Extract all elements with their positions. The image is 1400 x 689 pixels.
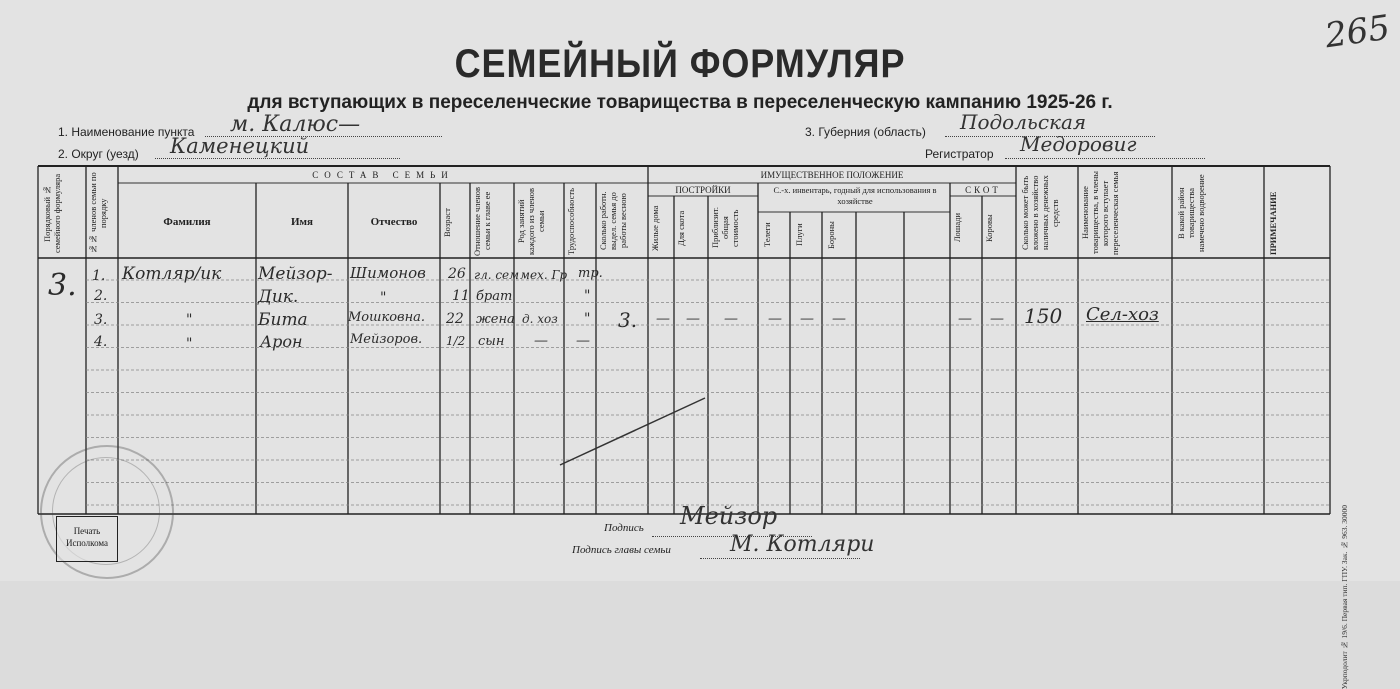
property-group-header: ИМУЩЕСТВЕННОЕ ПОЛОЖЕНИЕ [760, 170, 904, 180]
capacity: тр. [578, 266, 603, 281]
patronymic: Шимонов [350, 264, 426, 282]
workers-value: 3. [618, 308, 638, 332]
relation: жена [476, 312, 515, 327]
patronymic: Мошковна. [348, 310, 426, 325]
name: Бита [258, 310, 308, 330]
col-cows: Коровы [984, 214, 994, 242]
surname: " [186, 312, 193, 328]
col-district: В какой район товарищества намечено водворение [1176, 174, 1206, 252]
col-form-no: Порядковый № семейного формуляра [42, 173, 62, 253]
col-relation: Отношение членов семьи к главе ее [472, 186, 492, 256]
col-harrows: Бороны [826, 221, 836, 249]
occupation: д. хоз [522, 312, 558, 326]
seal-label-1: Печать [73, 526, 101, 536]
carts-value: — [768, 311, 782, 327]
col-horses: Лошади [952, 213, 962, 243]
ploughs-value: — [800, 311, 814, 327]
col-patronymic: Отчество [370, 216, 418, 228]
surname: Котляр/ик [122, 264, 222, 284]
province-label: 3. Губерния (область) [805, 125, 926, 139]
signature-label: Подпись [604, 522, 644, 534]
member-no: 1. [92, 268, 106, 284]
col-workers: Сколько работн. выдел. семья до работы весною [598, 191, 628, 251]
horses-value: — [958, 311, 972, 327]
form-no-value: 3. [48, 268, 77, 303]
col-cattle-shed: Для скота [676, 210, 686, 246]
settlement-label: 1. Наименование пункта [58, 125, 195, 139]
livestock-group-header: СКОТ [965, 185, 1001, 195]
cows-value: — [990, 311, 1004, 327]
form-subtitle: для вступающих в переселенческие товарищества в переселенческую кампанию 1925-26 г. [247, 92, 1113, 113]
age: 1/2 [446, 334, 466, 348]
province-value: Подольская [960, 110, 1087, 134]
surname: " [186, 336, 193, 352]
relation: сын [478, 334, 505, 349]
col-carts: Телеги [762, 222, 772, 248]
registrar-label: Регистратор [925, 147, 994, 161]
patronymic: " [380, 290, 387, 306]
name: Дик. [258, 287, 299, 307]
page-number: 265 [1322, 7, 1393, 57]
col-cash: Сколько может быть вложено в хозяйство наличных денежных средств [1020, 175, 1060, 251]
col-capacity: Трудоспособность [566, 187, 576, 255]
col-houses: Жилые дома [650, 205, 660, 251]
registrar-value: Медоровиг [1020, 132, 1137, 156]
col-ploughs: Плуги [794, 223, 804, 247]
col-name: Имя [291, 216, 313, 228]
head-signature-value: М. Котляри [730, 532, 875, 557]
patronymic: Мейзоров. [350, 332, 423, 347]
age: 26 [448, 266, 466, 282]
occupation: — [534, 333, 548, 349]
col-notes: ПРИМЕЧАНИЕ [1268, 191, 1278, 255]
name: Мейзор- [258, 264, 333, 284]
district-label: 2. Округ (уезд) [58, 147, 139, 161]
head-signature-label: Подпись главы семьи [572, 544, 671, 556]
col-member-no: №№ членов семьи по порядку [88, 172, 108, 254]
printer-note: Укрподолит № 19/6. Первая тип. ГПУ. Зак. № 963. 30000 [1340, 505, 1349, 689]
partnership-value: Сел-хоз [1086, 304, 1159, 325]
member-no: 3. [94, 312, 108, 328]
district-value: Каменецкий [170, 134, 310, 158]
relation: брат [476, 289, 513, 304]
buildings-group-header: ПОСТРОЙКИ [675, 185, 731, 195]
col-surname: Фамилия [163, 216, 211, 228]
member-no: 4. [94, 334, 108, 350]
signature-value: Мейзор [680, 502, 778, 530]
col-age: Возраст [442, 208, 452, 238]
col-estimated: Приблизит. общая стоимость [710, 207, 740, 249]
harrows-value: — [832, 311, 846, 327]
col-occupation: Род занятий каждого из членов семьи [516, 187, 546, 255]
name: Арон [260, 332, 303, 351]
houses-value: — [656, 311, 670, 327]
capacity: — [576, 333, 590, 349]
settlement-value: м. Калюс— [230, 112, 361, 137]
member-no: 2. [94, 288, 108, 304]
estimated-value: — [724, 311, 738, 327]
seal-box [56, 516, 118, 562]
family-group-header: СОСТАВ СЕМЬИ [312, 170, 454, 180]
age: 11 [452, 288, 470, 304]
occupation: мех. Гр [520, 268, 568, 282]
form-title: СЕМЕЙНЫЙ ФОРМУЛЯР [454, 42, 906, 86]
inventory-group-header: С.-х. инвентарь, годный для использования в хозяйстве [773, 185, 937, 206]
cattle-shed-value: — [686, 311, 700, 327]
seal-label-2: Исполкома [65, 538, 109, 548]
capacity: " [584, 311, 591, 327]
age: 22 [446, 311, 464, 327]
head-signature-line [700, 558, 860, 559]
capacity: " [584, 288, 591, 304]
cash-value: 150 [1024, 304, 1063, 328]
relation: гл. сем [474, 268, 520, 282]
col-partnership: Наименование товарищества, в члены которого вступает переселенческая семья [1080, 171, 1120, 255]
